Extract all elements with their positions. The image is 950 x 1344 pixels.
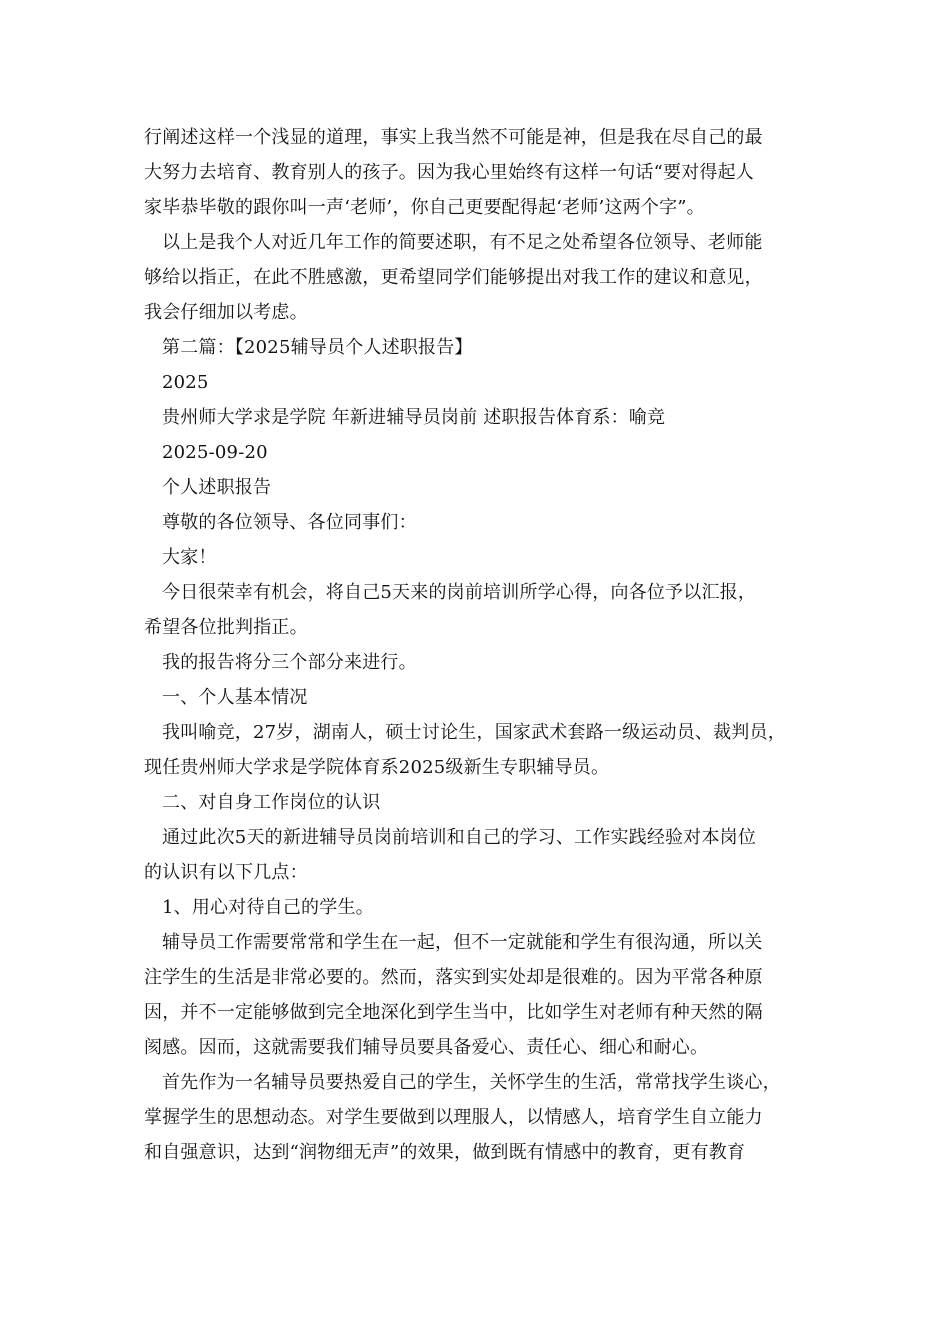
text-line: 贵州师大学求是学院 年新进辅导员岗前 述职报告体育系：喻竞	[162, 407, 666, 428]
text-line: 2025	[162, 372, 209, 393]
text-line: 我的报告将分三个部分来进行。	[162, 652, 417, 673]
text-line: 1、用心对待自己的学生。	[162, 897, 374, 918]
text-line: 现任贵州师大学求是学院体育系2025级新生专职辅导员。	[144, 757, 610, 778]
text-line: 今日很荣幸有机会，将自己5天来的岗前培训所学心得，向各位予以汇报，	[162, 582, 757, 603]
text-line: 注学生的生活是非常必要的。然而，落实到实处却是很难的。因为平常各种原	[144, 967, 763, 988]
text-line: 大努力去培育、教育别人的孩子。因为我心里始终有这样一句话“要对得起人	[144, 162, 754, 183]
text-line: 以上是我个人对近几年工作的简要述职，有不足之处希望各位领导、老师能	[162, 232, 763, 253]
text-line: 家毕恭毕敬的跟你叫一声‘老师’，你自己更要配得起‘老师’这两个字”。	[144, 197, 705, 218]
text-line: 通过此次5天的新进辅导员岗前培训和自己的学习、工作实践经验对本岗位	[162, 827, 757, 848]
text-line: 阂感。因而，这就需要我们辅导员要具备爱心、责任心、细心和耐心。	[144, 1037, 709, 1058]
text-line: 的认识有以下几点：	[144, 862, 308, 883]
text-line: 一、个人基本情况	[162, 687, 308, 708]
text-line: 掌握学生的思想动态。对学生要做到以理服人，以情感人，培育学生自立能力	[144, 1107, 763, 1128]
text-line: 和自强意识，达到“润物细无声”的效果，做到既有情感中的教育，更有教育	[144, 1142, 746, 1163]
text-line: 尊敬的各位领导、各位同事们：	[162, 512, 417, 533]
document-body	[144, 120, 812, 1170]
text-line: 辅导员工作需要常常和学生在一起，但不一定就能和学生有很沟通，所以关	[162, 932, 763, 953]
text-line: 二、对自身工作岗位的认识	[162, 792, 381, 813]
text-line: 首先作为一名辅导员要热爱自己的学生，关怀学生的生活，常常找学生谈心，	[162, 1072, 781, 1093]
text-line: 第二篇：【2025辅导员个人述职报告】	[162, 337, 473, 358]
text-line: 2025-09-20	[162, 442, 268, 463]
text-line: 因，并不一定能够做到完全地深化到学生当中，比如学生对老师有种天然的隔	[144, 1002, 763, 1023]
text-line: 个人述职报告	[162, 477, 272, 498]
text-line: 够给以指正，在此不胜感激，更希望同学们能够提出对我工作的建议和意见，	[144, 267, 763, 288]
text-line: 大家！	[162, 547, 217, 568]
text-line: 我会仔细加以考虑。	[144, 302, 308, 323]
text-line: 希望各位批判指正。	[144, 617, 308, 638]
text-line: 我叫喻竞，27岁，湖南人，硕士讨论生，国家武术套路一级运动员、裁判员，	[162, 722, 786, 743]
text-line: 行阐述这样一个浅显的道理，事实上我当然不可能是神，但是我在尽自己的最	[144, 127, 763, 148]
